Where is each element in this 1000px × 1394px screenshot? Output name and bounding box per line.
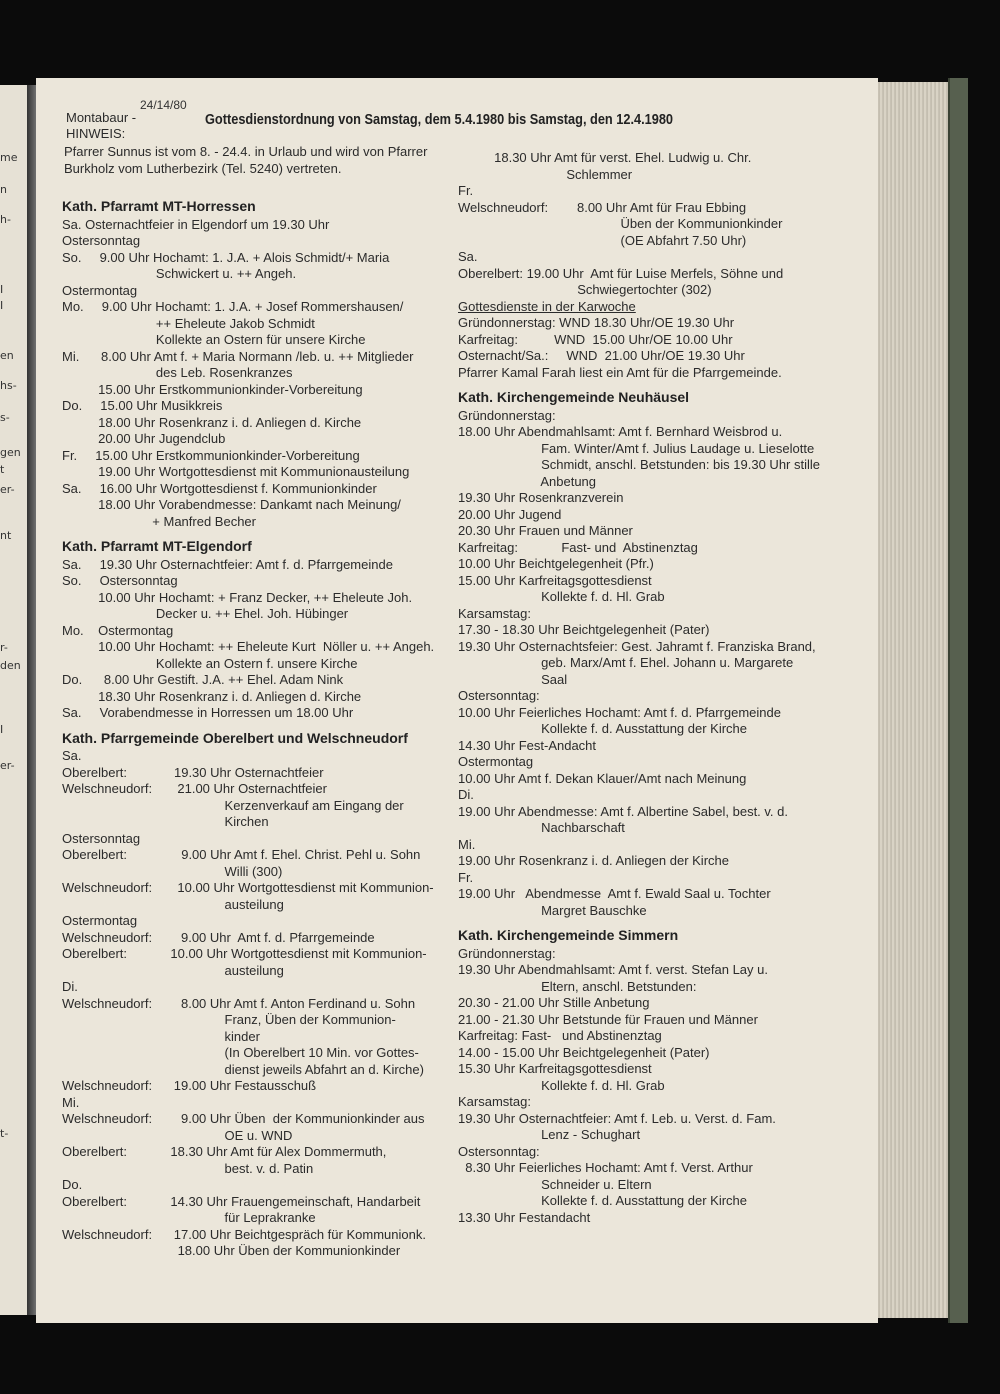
document-ref: 24/14/80 — [140, 98, 187, 112]
schedule-line: 18.30 Uhr Rosenkranz i. d. Anliegen d. Kirche — [62, 688, 362, 704]
schedule-line: OE u. WND — [62, 1127, 293, 1143]
schedule-line: Kollekte f. d. Hl. Grab — [458, 1077, 665, 1093]
schedule-line: Karsamstag: — [458, 1094, 531, 1109]
schedule-line: Oberelbert: 9.00 Uhr Amt f. Ehel. Christ. Pehl u. Sohn — [62, 847, 421, 862]
schedule-line: Ostersonntag — [62, 830, 141, 846]
schedule-line: Do. 8.00 Uhr Gestift. J.A. ++ Ehel. Adam Nink — [62, 672, 344, 687]
schedule-line: Ostersonntag: — [458, 1143, 540, 1159]
left-fragment: n — [0, 183, 7, 196]
schedule-line: Sa. 16.00 Uhr Wortgottesdienst f. Kommunionkinder — [62, 480, 377, 496]
schedule-line: 14.00 - 15.00 Uhr Beichtgelegenheit (Pater) — [458, 1044, 710, 1060]
schedule-line: 10.00 Uhr Hochamt: + Franz Decker, ++ Eheleute Joh. — [62, 589, 413, 605]
schedule-line: 20.00 Uhr Jugendclub — [62, 431, 226, 446]
schedule-line: Kollekte an Ostern für unsere Kirche — [62, 332, 366, 347]
schedule-line: Karfreitag: Fast- und Abstinenztag — [458, 1028, 662, 1043]
schedule-line: Willi (300) — [62, 863, 283, 879]
schedule-line: + Manfred Becher — [62, 513, 256, 529]
schedule-line: 10.00 Uhr Feierliches Hochamt: Amt f. d. Pfarrgemeinde — [458, 704, 781, 720]
schedule-line: So. Ostersonntag — [62, 573, 178, 588]
schedule-line: Kollekte f. d. Hl. Grab — [458, 589, 665, 604]
left-fragment: s- — [0, 411, 10, 424]
schedule-line: Sa. — [458, 249, 478, 264]
schedule-line: Fam. Winter/Amt f. Julius Laudage u. Lieselotte — [458, 440, 815, 456]
left-fragment: en — [0, 349, 14, 362]
schedule-line: Ostermontag — [62, 282, 138, 298]
schedule-line: Sa. Vorabendmesse in Horressen um 18.00 Uhr — [62, 705, 354, 720]
schedule-line: 13.30 Uhr Festandacht — [458, 1209, 591, 1225]
hinweis-label: HINWEIS: — [66, 126, 126, 141]
schedule-line: Anbetung — [458, 473, 597, 489]
schedule-line: 10.00 Uhr Hochamt: ++ Eheleute Kurt Nöller u. ++ Angeh. — [62, 639, 435, 654]
schedule-line: Kerzenverkauf am Eingang der — [62, 797, 404, 813]
left-fragment: h- — [0, 213, 11, 226]
schedule-line: Kollekte f. d. Ausstattung der Kirche — [458, 721, 748, 736]
schedule-line: 19.00 Uhr Wortgottesdienst mit Kommunionausteilung — [62, 464, 410, 479]
schedule-line: Gründonnerstag: — [458, 945, 556, 961]
schedule-line: Gründonnerstag: — [458, 407, 556, 423]
schedule-line: 19.00 Uhr Abendmesse: Amt f. Albertine Sabel, best. v. d. — [458, 803, 789, 819]
left-fragment: den — [0, 659, 21, 672]
schedule-line: 8.30 Uhr Feierliches Hochamt: Amt f. Verst. Arthur — [458, 1160, 753, 1175]
schedule-line: Karfreitag: WND 15.00 Uhr/OE 10.00 Uhr — [458, 331, 733, 347]
section-heading: Kath. Kirchengemeinde Neuhäusel — [458, 389, 690, 405]
schedule-line: Kirchen — [62, 814, 269, 829]
section-heading: Kath. Kirchengemeinde Simmern — [458, 927, 679, 943]
schedule-line: 18.00 Uhr Abendmahlsamt: Amt f. Bernhard Weisbrod u. — [458, 424, 783, 439]
page-title: Gottesdienstordnung von Samstag, dem 5.4.1980 bis Samstag, den 12.4.1980 — [205, 112, 674, 128]
schedule-line: Saal — [458, 671, 568, 687]
left-fragment: r- — [0, 641, 8, 654]
schedule-line: 19.00 Uhr Rosenkranz i. d. Anliegen der Kirche — [458, 853, 729, 868]
schedule-line: 20.30 - 21.00 Uhr Stille Anbetung — [458, 995, 650, 1010]
schedule-line: Sa. 19.30 Uhr Osternachtfeier: Amt f. d. Pfarrgemeinde — [62, 556, 393, 572]
left-fragment: t- — [0, 1127, 9, 1140]
schedule-line: Mi. 8.00 Uhr Amt f. + Maria Normann /leb. u. ++ Mitglieder — [62, 348, 414, 364]
left-fragment: I — [0, 283, 4, 296]
schedule-line: 17.30 - 18.30 Uhr Beichtgelegenheit (Pater) — [458, 622, 710, 637]
schedule-line: Do. 15.00 Uhr Musikkreis — [62, 398, 223, 413]
schedule-line: Schwickert u. ++ Angeh. — [62, 266, 297, 281]
left-fragment: er- — [0, 759, 15, 772]
place-label: Montabaur - — [66, 110, 137, 125]
schedule-line: 18.00 Uhr Üben der Kommunionkinder — [62, 1243, 401, 1258]
schedule-line: Karfreitag: Fast- und Abstinenztag — [458, 539, 698, 555]
schedule-line: Oberelbert: 18.30 Uhr Amt für Alex Dommermuth, — [62, 1144, 387, 1159]
schedule-line: Karsamstag: — [458, 605, 531, 621]
left-fragment: I — [0, 299, 4, 312]
schedule-line: Mo. Ostermontag — [62, 622, 174, 638]
hinweis-line: Pfarrer Sunnus ist vom 8. - 24.4. in Urlaub und wird von Pfarrer — [64, 144, 428, 159]
schedule-line: Fr. 15.00 Uhr Erstkommunionkinder-Vorbereitung — [62, 447, 360, 463]
schedule-line: 19.00 Uhr Abendmesse Amt f. Ewald Saal u. Tochter — [458, 886, 771, 901]
schedule-line: 18.00 Uhr Vorabendmesse: Dankamt nach Meinung/ — [62, 497, 401, 512]
schedule-line: best. v. d. Patin — [62, 1160, 314, 1176]
left-fragment: er- — [0, 483, 15, 496]
schedule-line: Gründonnerstag: WND 18.30 Uhr/OE 19.30 Uhr — [458, 315, 735, 330]
schedule-line: austeilung — [62, 896, 284, 912]
schedule-line: kinder — [62, 1028, 260, 1044]
schedule-line: Schwiegertochter (302) — [458, 282, 712, 297]
schedule-line: Do. — [62, 1177, 83, 1192]
schedule-line: 19.30 Uhr Osternachtsfeier: Gest. Jahramt f. Franziska Brand, — [458, 638, 816, 654]
schedule-line: Sa. Osternachtfeier in Elgendorf um 19.30 Uhr — [62, 216, 330, 232]
left-fragment: nt — [0, 529, 12, 542]
schedule-line: Schmidt, anschl. Betstunden: bis 19.30 Uhr stille — [458, 457, 820, 472]
schedule-line: Mo. 9.00 Uhr Hochamt: 1. J.A. + Josef Rommershausen/ — [62, 299, 404, 314]
schedule-line: 18.00 Uhr Rosenkranz i. d. Anliegen d. Kirche — [62, 414, 362, 430]
schedule-line: Fr. — [458, 183, 474, 198]
schedule-line: 10.00 Uhr Beichtgelegenheit (Pfr.) — [458, 556, 654, 571]
schedule-line: 19.30 Uhr Rosenkranzverein — [458, 490, 624, 505]
schedule-line: Fr. — [458, 869, 474, 885]
schedule-line: Di. — [62, 979, 78, 994]
section-heading: Kath. Pfarramt MT-Elgendorf — [62, 538, 252, 554]
schedule-line: Decker u. ++ Ehel. Joh. Hübinger — [62, 606, 349, 621]
schedule-line: Schlemmer — [458, 166, 633, 182]
schedule-line: Franz, Üben der Kommunion- — [62, 1012, 396, 1027]
hinweis-text — [64, 144, 427, 177]
schedule-line: Welschneudorf: 19.00 Uhr Festausschuß — [62, 1078, 317, 1093]
left-fragment: hs- — [0, 379, 17, 392]
schedule-line: (In Oberelbert 10 Min. vor Gottes- — [62, 1045, 419, 1060]
schedule-line: 15.00 Uhr Erstkommunionkinder-Vorbereitung — [62, 381, 363, 397]
schedule-line: Mi. — [458, 836, 476, 852]
schedule-line: 15.00 Uhr Karfreitagsgottesdienst — [458, 572, 652, 588]
schedule-line: Kollekte f. d. Ausstattung der Kirche — [458, 1193, 748, 1208]
section-heading: Kath. Pfarramt MT-Horressen — [62, 198, 256, 214]
schedule-line: Ostersonntag: — [458, 688, 540, 703]
schedule-line: Ostermontag — [458, 754, 534, 769]
schedule-line: 15.30 Uhr Karfreitagsgottesdienst — [458, 1061, 652, 1076]
hinweis-line: Burkholz vom Lutherbezirk (Tel. 5240) vertreten. — [64, 160, 342, 176]
schedule-line: Oberelbert: 19.30 Uhr Osternachtfeier — [62, 764, 324, 780]
schedule-line: Üben der Kommunionkinder — [458, 216, 783, 231]
schedule-line: Welschneudorf: 17.00 Uhr Beichtgespräch für Kommunionk. — [62, 1226, 426, 1242]
left-fragment: t — [0, 463, 5, 476]
schedule-line: 21.00 - 21.30 Uhr Betstunde für Frauen und Männer — [458, 1011, 758, 1027]
schedule-line: für Leprakranke — [62, 1210, 316, 1225]
page-edges — [872, 82, 952, 1318]
section-subheading: Gottesdienste in der Karwoche — [458, 298, 636, 314]
schedule-line: 20.00 Uhr Jugend — [458, 506, 562, 522]
schedule-line: geb. Marx/Amt f. Ehel. Johann u. Margarete — [458, 655, 794, 670]
schedule-line: 18.30 Uhr Amt für verst. Ehel. Ludwig u. Chr. — [458, 150, 752, 165]
book-cover — [948, 78, 968, 1323]
schedule-line: des Leb. Rosenkranzes — [62, 365, 293, 380]
schedule-line: Di. — [458, 787, 474, 802]
schedule-line: Welschneudorf: 9.00 Uhr Amt f. d. Pfarrgemeinde — [62, 929, 375, 945]
schedule-line: Oberelbert: 14.30 Uhr Frauengemeinschaft, Handarbeit — [62, 1193, 421, 1209]
schedule-line: Eltern, anschl. Betstunden: — [458, 978, 697, 994]
schedule-line: Welschneudorf: 21.00 Uhr Osternachtfeier — [62, 781, 327, 796]
left-fragment: gen — [0, 446, 21, 459]
schedule-line: Ostersonntag — [62, 233, 141, 248]
schedule-line: Schneider u. Eltern — [458, 1176, 652, 1192]
schedule-line: austeilung — [62, 962, 284, 978]
schedule-line: 14.30 Uhr Fest-Andacht — [458, 737, 597, 753]
schedule-line: Welschneudorf: 10.00 Uhr Wortgottesdienst mit Kommunion- — [62, 880, 434, 895]
schedule-line: Oberelbert: 19.00 Uhr Amt für Luise Merfels, Söhne und — [458, 265, 784, 281]
left-fragment: I — [0, 723, 4, 736]
schedule-line: (OE Abfahrt 7.50 Uhr) — [458, 232, 747, 248]
schedule-line: 19.30 Uhr Osternachtfeier: Amt f. Leb. u. Verst. d. Fam. — [458, 1110, 776, 1126]
schedule-line: Nachbarschaft — [458, 820, 625, 835]
schedule-line: Ostermontag — [62, 913, 138, 928]
schedule-line: dienst jeweils Abfahrt an d. Kirche) — [62, 1061, 424, 1077]
schedule-line: Lenz - Schughart — [458, 1127, 641, 1142]
schedule-line: Osternacht/Sa.: WND 21.00 Uhr/OE 19.30 Uhr — [458, 348, 745, 363]
schedule-line: Sa. — [62, 748, 82, 763]
left-page-edge — [0, 85, 30, 1315]
schedule-line: Margret Bauschke — [458, 902, 647, 918]
schedule-line: 19.30 Uhr Abendmahlsamt: Amt f. verst. Stefan Lay u. — [458, 962, 768, 977]
schedule-line: Mi. — [62, 1094, 80, 1110]
schedule-line: Oberelbert: 10.00 Uhr Wortgottesdienst mit Kommunion- — [62, 946, 427, 961]
schedule-line: Kollekte an Ostern f. unsere Kirche — [62, 655, 358, 671]
schedule-line: ++ Eheleute Jakob Schmidt — [62, 315, 315, 331]
schedule-line: Pfarrer Kamal Farah liest ein Amt für die Pfarrgemeinde. — [458, 364, 782, 380]
schedule-line: 10.00 Uhr Amt f. Dekan Klauer/Amt nach Meinung — [458, 770, 747, 786]
schedule-line: Welschneudorf: 8.00 Uhr Amt für Frau Ebbing — [458, 199, 747, 215]
schedule-line: Welschneudorf: 8.00 Uhr Amt f. Anton Ferdinand u. Sohn — [62, 995, 416, 1011]
schedule-line: So. 9.00 Uhr Hochamt: 1. J.A. + Alois Schmidt/+ Maria — [62, 249, 390, 265]
schedule-line: Welschneudorf: 9.00 Uhr Üben der Kommunionkinder aus — [62, 1111, 425, 1126]
schedule-line: 20.30 Uhr Frauen und Männer — [458, 523, 633, 538]
left-fragment: me — [0, 151, 18, 164]
column-right — [458, 150, 820, 1226]
section-heading: Kath. Pfarrgemeinde Oberelbert und Welschneudorf — [62, 729, 408, 746]
column-left — [62, 190, 434, 1260]
